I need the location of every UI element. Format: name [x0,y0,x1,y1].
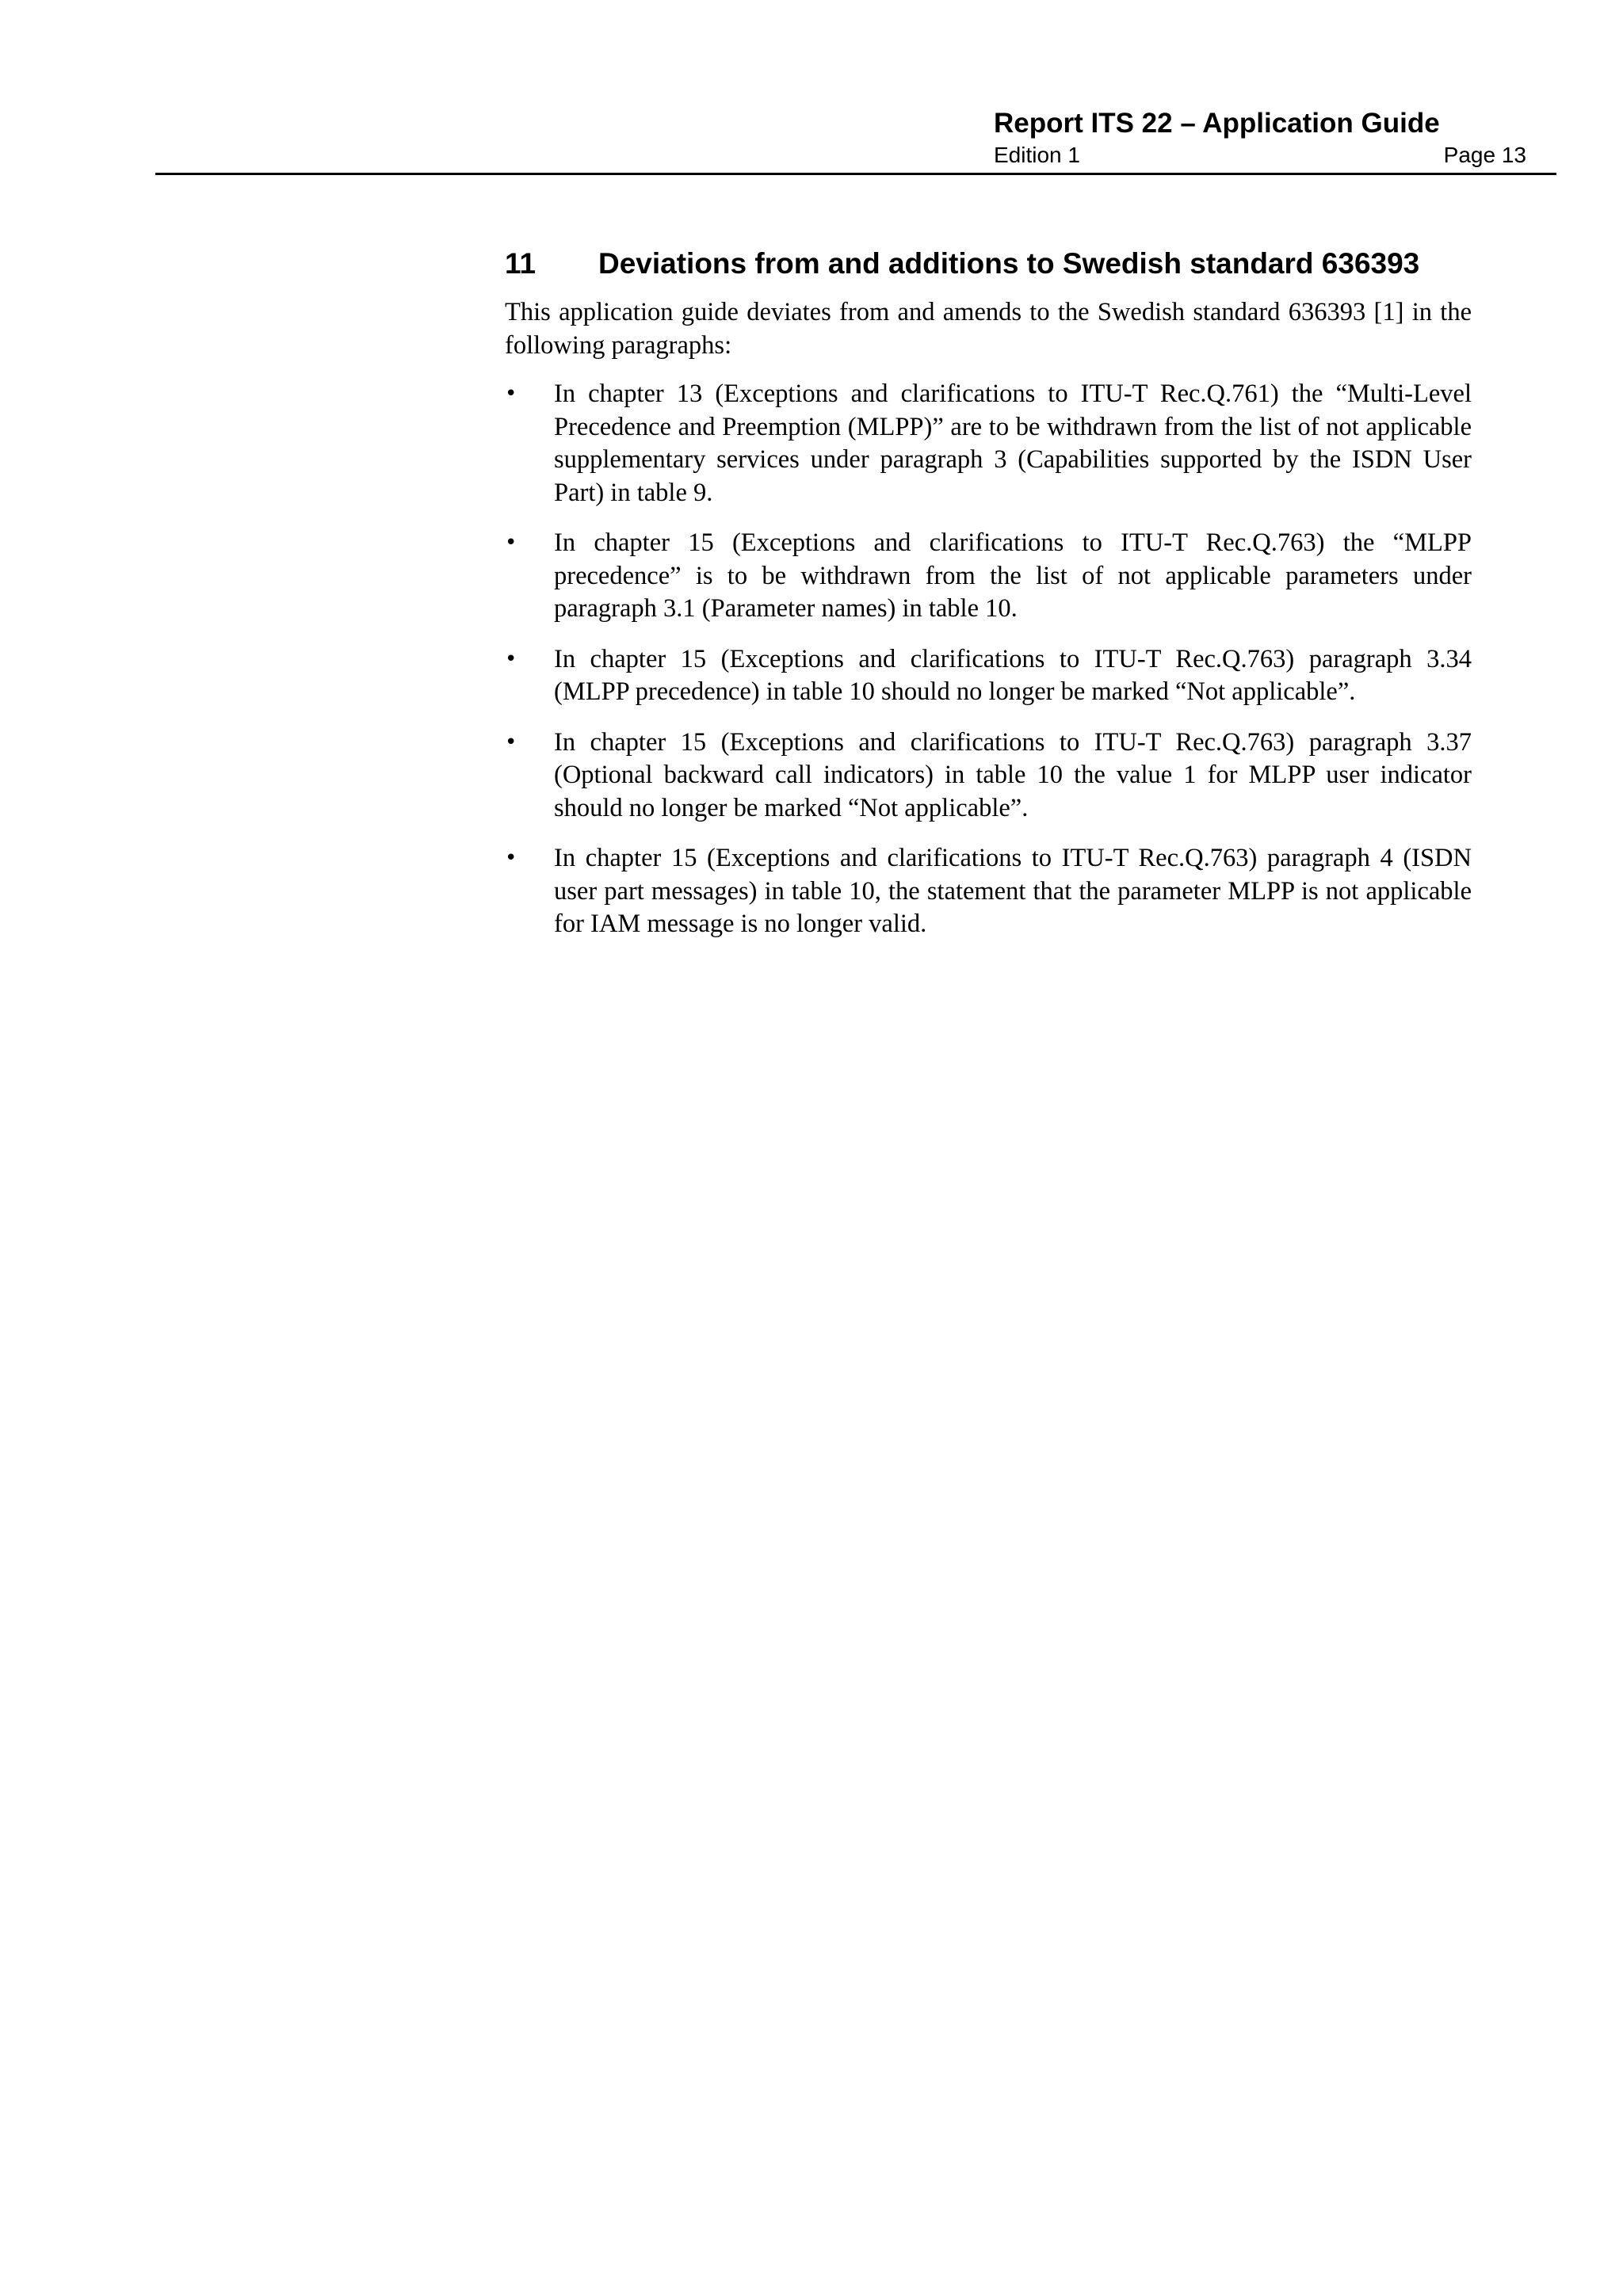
list-item-text: In chapter 15 (Exceptions and clarifications to ITU-T Rec.Q.763) paragraph 3.37 (Optional backward call indicators) in table 10 the value 1 for MLPP user indicator should no longer be marked “Not applicable”. [554,727,1472,822]
list-item [505,643,1472,709]
list-item [505,378,1472,509]
bullet-list [505,378,1472,941]
intro-paragraph: This application guide deviates from and amends to the Swedish standard 636393 [1] in the following paragraphs: [505,298,1472,360]
header-edition: Edition 1 [994,143,1080,167]
section-content [505,246,1472,959]
page-header [155,103,1556,176]
list-item-text: In chapter 13 (Exceptions and clarifications to ITU-T Rec.Q.761) the “Multi-Level Precedence and Preemption (MLPP)” are to be withdrawn from the list of not applicable supplementary services under paragraph 3 (Capabilities supported by the ISDN User Part) in table 9. [554,379,1472,507]
bullet-icon: • [505,846,517,870]
list-item [505,842,1472,941]
list-item [505,527,1472,626]
list-item-text: In chapter 15 (Exceptions and clarifications to ITU-T Rec.Q.763) paragraph 3.34 (MLPP precedence) in table 10 should no longer be marked “Not applicable”. [554,644,1472,706]
header-divider [155,173,1556,175]
bullet-icon: • [505,531,517,555]
list-item [505,727,1472,826]
bullet-icon: • [505,382,517,406]
header-page-number: Page 13 [1443,143,1526,167]
list-item-text: In chapter 15 (Exceptions and clarifications to ITU-T Rec.Q.763) paragraph 4 (ISDN user part messages) in table 10, the statement that the parameter MLPP is not applicable for IAM message is no longer valid. [554,844,1472,938]
bullet-icon: • [505,646,517,671]
section-number: 11 [505,247,537,280]
section-heading [505,246,1472,282]
header-title: Report ITS 22 – Application Guide [994,108,1440,139]
list-item-text: In chapter 15 (Exceptions and clarifications to ITU-T Rec.Q.763) the “MLPP precedence” is to be withdrawn from the list of not applicable parameters under paragraph 3.1 (Parameter names) in table 10. [554,528,1472,623]
bullet-icon: • [505,730,517,754]
section-title: Deviations from and additions to Swedish standard 636393 [598,247,1420,280]
